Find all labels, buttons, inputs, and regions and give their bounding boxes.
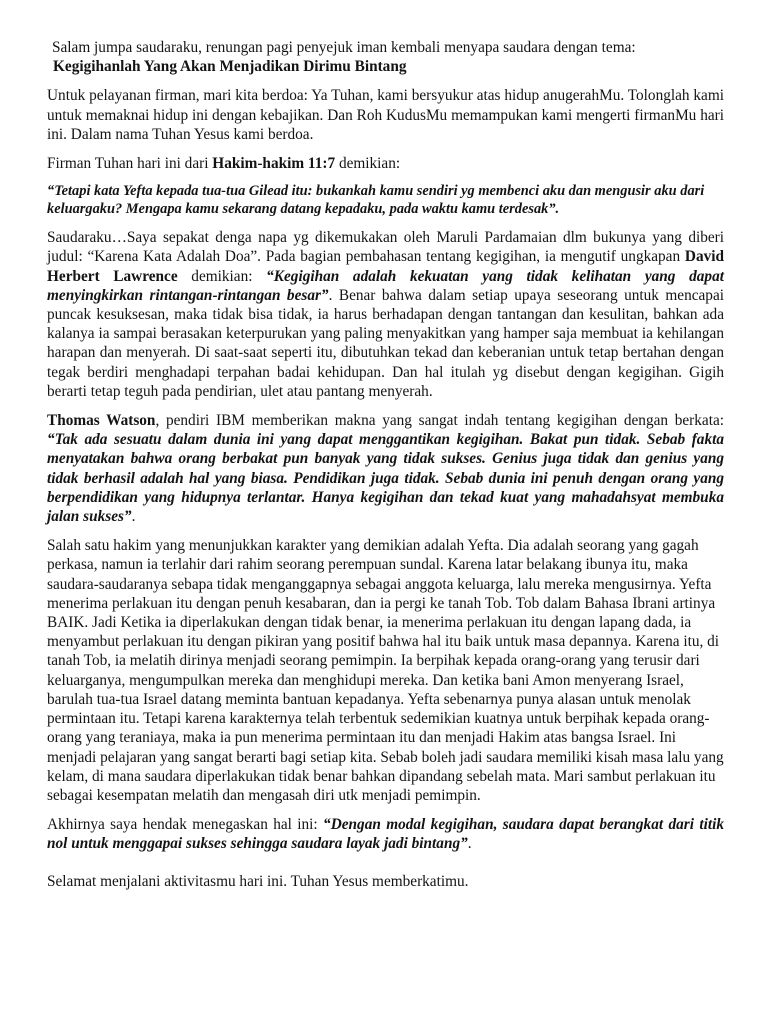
paragraph-closing bbox=[47, 815, 724, 853]
lawrence-name: David Herbert Lawrence bbox=[47, 248, 724, 285]
watson-name: Thomas Watson bbox=[47, 412, 156, 430]
devotional-document bbox=[47, 38, 724, 891]
scripture-reference: Hakim-hakim 11:7 bbox=[212, 155, 336, 173]
closing-lead: Akhirnya saya hendak menegaskan hal ini: bbox=[47, 816, 324, 834]
paragraph-yefta: Salah satu hakim yang menunjukkan karakter yang demikian adalah Yefta. Dia adalah seorang yang gagah perkasa, namun ia terlahir dari rahim seorang perempuan sundal. Karena latar belakang ibunya itu, maka saudara-saudaranya sebapa tidak menganggapnya sebagai anggota keluarga, lalu mereka mengusirnya. Yefta menerima perlakuan itu dengan penuh kesabaran, dan ia pergi ke tanah Tob. Tob dalam Bahasa Ibrani artinya BAIK. Jadi Ketika ia diperlakukan dengan tidak benar, ia menerima perlakuan itu dengan lapang dada, ia menyambut perlakuan itu dengan pikiran yang positif bahwa hal itu baik untuk masa depannya. Karena itu, di tanah Tob, ia melatih dirinya menjadi seorang pemimpin. Ia berpihak kepada orang-orang yang terusir dari keluarganya, mengumpulkan mereka dan menghidupi mereka. Dan ketika bani Amon menyerang Israel, barulah tua-tua Israel datang meminta bantuan kepadanya. Yefta sebenarnya punya alasan untuk menolak permintaan itu. Tetapi karena karakternya telah terbentuk sedemikian kuatnya untuk berpihak kepada orang-orang yang teraniaya, maka ia pun menerima permintaan itu dan menjadi Hakim atas bangsa Israel. Ini menjadi pelajaran yang sangat berarti bagi setiap kita. Sebab boleh jadi saudara memiliki kisah masa lalu yang kelam, di mana saudara diperlakukan tidak benar bahkan dipandang sebelah mata. Mari sambut perlakuan itu sebagai kesempatan melatih dan mengasah diri utk menjadi pemimpin. bbox=[47, 537, 724, 804]
theme-title: Kegigihanlah Yang Akan Menjadikan Dirimu Bintang bbox=[53, 58, 407, 76]
scripture-prefix: Firman Tuhan hari ini dari bbox=[47, 155, 213, 173]
scripture-verse: “Tetapi kata Yefta kepada tua-tua Gilead itu: bukankah kamu sendiri yg membenci aku dan mengusir aku dari keluargaku? Mengapa kamu sekarang datang kepadaku, pada waktu kamu terdesak”. bbox=[47, 183, 705, 217]
opening-prayer: Untuk pelayanan firman, mari kita berdoa: Ya Tuhan, kami bersyukur atas hidup anugerahMu. Tolonglah kami untuk memaknai hidup ini dengan kebajikan. Dan Roh KudusMu memampukan kami mengerti firmanMu hari ini. Dalam nama Tuhan Yesus kami berdoa. bbox=[47, 87, 724, 143]
farewell-blessing: Selamat menjalani aktivitasmu hari ini. Tuhan Yesus memberkatimu. bbox=[47, 872, 469, 890]
paragraph-lawrence bbox=[47, 228, 724, 401]
intro-greeting: Salam jumpa saudaraku, renungan pagi penyejuk iman kembali menyapa saudara dengan tema: bbox=[52, 39, 636, 56]
lawrence-mid: demikian: bbox=[177, 267, 267, 285]
closing-end: . bbox=[467, 835, 472, 853]
lawrence-rest: . Benar bahwa dalam setiap upaya seseorang untuk mencapai puncak kesuksesan, maka tidak bisa tidak, ia harus berhadapan dengan tantangan dan kesulitan, bahkan ada kalanya ia sampai berasakan keterpurukan yang paling menyakitkan yang hamper saja membuat ia kehilangan harapan dan menyerah. Di saat-saat seperti itu, dibutuhkan tekad dan keberanian untuk tetap bertahan dengan tegak berdiri menghadapi terpahan badai kehidupan. Dan hal itulah yg disebut dengan kegigihan. Gigih berarti tetap teguh pada pendirian, ulet atau pantang menyerah. bbox=[47, 286, 724, 400]
lawrence-quote: “Kegigihan adalah kekuatan yang tidak kelihatan yang dapat menyingkirkan rintangan-rintangan besar” bbox=[47, 267, 724, 304]
lawrence-lead: Saudaraku…Saya sepakat denga napa yg dikemukakan oleh Maruli Pardamaian dlm bukunya yang diberi judul: “Karena Kata Adalah Doa”. Pada bagian pembahasan tentang kegigihan, ia mengutif ungkapan bbox=[47, 229, 724, 266]
scripture-intro bbox=[47, 154, 724, 173]
scripture-suffix: demikian: bbox=[335, 155, 401, 173]
watson-lead: , pendiri IBM memberikan makna yang sangat indah tentang kegigihan dengan berkata: bbox=[155, 412, 724, 430]
closing-quote: “Dengan modal kegigihan, saudara dapat berangkat dari titik nol untuk menggapai sukses sehingga saudara layak jadi bintang” bbox=[47, 816, 724, 853]
watson-end: . bbox=[131, 508, 136, 526]
paragraph-watson bbox=[47, 411, 724, 526]
watson-quote: “Tak ada sesuatu dalam dunia ini yang dapat menggantikan kegigihan. Bakat pun tidak. Sebab fakta menyatakan bahwa orang berbakat pun banyak yang tidak sukses. Genius juga tidak dan genius yang tidak berhasil adalah hal yang biasa. Pendidikan juga tidak. Sebab dunia ini penuh dengan orang yang berpendidikan yang hidupnya terlantar. Hanya kegigihan dan tekad kuat yang mahadahsyat membuka jalan sukses” bbox=[47, 431, 724, 526]
